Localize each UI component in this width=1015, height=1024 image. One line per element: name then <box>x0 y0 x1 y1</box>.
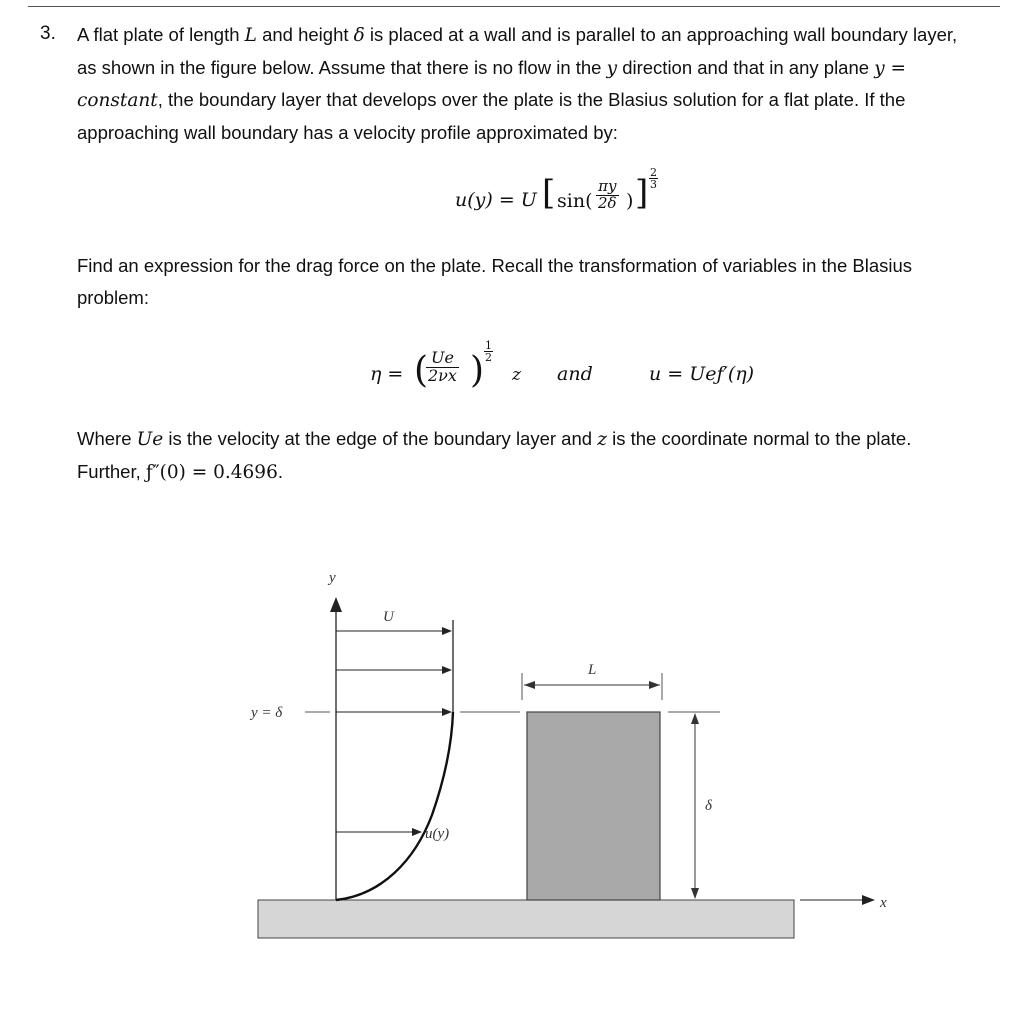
x-axis-label: x <box>880 895 887 911</box>
eq1-lhs: u(y) = U <box>455 189 537 211</box>
plane-equation: y = constant <box>77 57 907 111</box>
x-axis-arrowhead <box>862 895 875 905</box>
var-Ue: Ue <box>136 429 164 450</box>
eq2-paren-left: ( <box>414 350 429 391</box>
var-delta: δ <box>353 25 365 46</box>
eq1-fraction: $\frac{\pi y}{2\delta}$ <box>598 177 617 212</box>
L-label: L <box>588 662 597 678</box>
problem-paragraph-1: A flat plate of length L and height δ is placed at a wall and is parallel to an approaching wall boundary layer, as shown in the figure below. Assume that there is no flow in the y direction and that in any plane y = constant, the boundary layer that develops over the plate is the Blasius solution for a flat plate. If the approaching wall boundary has a velocity profile approximated by: <box>77 24 958 143</box>
eq2-fraction: $\frac{Ue}{2\nu x}$ <box>428 348 457 385</box>
var-y: y <box>606 57 618 79</box>
length-arrowhead-right <box>649 681 660 689</box>
question-number: 3. <box>40 23 56 44</box>
u-profile-label: u(y) <box>425 826 450 842</box>
y-axis-label: y <box>329 570 336 586</box>
length-arrowhead-left <box>524 681 535 689</box>
problem-paragraph-3: Where Ue is the velocity at the edge of the boundary layer and z is the coordinate normal to the plate. Further, ƒ″(0) = 0.4696. <box>77 428 912 483</box>
eq2-and: and <box>557 363 593 385</box>
eq2-rhs: u = Ueƒ′(η) <box>649 363 755 385</box>
eq2-exponent: 1 2 <box>485 339 492 364</box>
eq2-lhs: η = <box>370 363 404 385</box>
f-double-prime-value: ƒ″(0) = 0.4696 <box>145 461 278 483</box>
ground-wall <box>258 900 794 938</box>
velocity-profile-curve <box>336 712 453 900</box>
problem-paragraph-2: Find an expression for the drag force on the plate. Recall the transformation of variables in the Blasius problem: <box>77 255 913 308</box>
delta-label: δ <box>705 798 712 814</box>
eq2-z: z <box>512 365 521 385</box>
height-arrowhead-top <box>691 713 699 724</box>
eq1-bracket-right: ] <box>635 173 649 213</box>
eq1-exponent: 2 3 <box>650 166 657 191</box>
y-axis-arrowhead <box>330 597 342 612</box>
var-L: L <box>244 25 257 46</box>
U-label: U <box>383 609 394 625</box>
eq1-close-paren: ) <box>626 190 634 212</box>
var-z: z <box>597 429 607 450</box>
height-arrowhead-bottom <box>691 888 699 899</box>
flat-plate <box>527 712 660 900</box>
eq2-paren-right: ) <box>470 350 485 391</box>
y-delta-label: y = δ <box>251 705 283 721</box>
eq1-bracket-left: [ <box>542 173 556 213</box>
eq1-sin: sin( <box>557 190 593 212</box>
